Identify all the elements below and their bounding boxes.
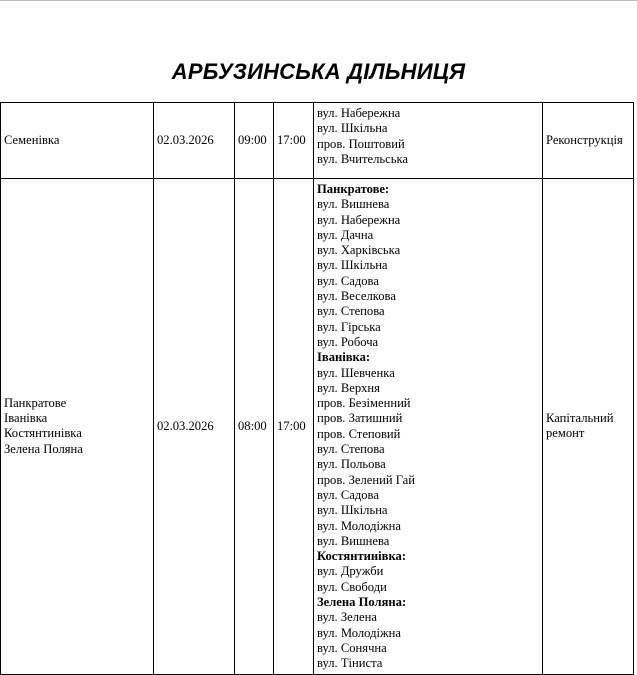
date-cell: 02.03.2026 [154, 103, 235, 179]
street-name: вул. Вчительська [317, 151, 408, 166]
start-time-cell: 09:00 [235, 103, 274, 179]
street-name: вул. Шкільна [317, 121, 388, 136]
street-name: пров. Зелений Гай [317, 472, 416, 487]
street-name: вул. Набережна [317, 212, 401, 227]
end-time-cell: 17:00 [274, 103, 314, 179]
addresses-cell [314, 179, 543, 675]
table-row [1, 179, 634, 675]
settlement-name: Панкратове [4, 395, 67, 410]
street-name: вул. Тіниста [317, 656, 383, 671]
addresses-cell [314, 103, 543, 179]
village-label: Зелена Поляна: [317, 595, 407, 610]
street-name: вул. Веселкова [317, 289, 396, 304]
village-label: Панкратове: [317, 182, 390, 196]
street-name: вул. Садова [317, 487, 379, 502]
street-name: вул. Робоча [317, 334, 379, 349]
street-name: вул. Верхня [317, 380, 380, 395]
settlement-name: Зелена Поляна [4, 441, 83, 456]
street-name: пров. Поштовий [317, 136, 405, 151]
street-name: вул. Шкільна [317, 258, 388, 273]
settlements-cell [1, 103, 154, 179]
street-name: вул. Дружби [317, 564, 384, 579]
street-name: вул. Харківська [317, 243, 401, 258]
street-name: вул. Шевченка [317, 365, 395, 380]
table-row [1, 103, 634, 179]
work-type-cell: Реконструкція [543, 103, 634, 179]
district-heading: АРБУЗИНСЬКА ДІЛЬНИЦЯ [171, 59, 466, 84]
street-name: вул. Шкільна [317, 503, 388, 518]
street-name: вул. Садова [317, 273, 379, 288]
settlement-name: Костянтинівка [4, 426, 82, 441]
start-time-cell: 08:00 [235, 179, 274, 675]
street-name: вул. Вишнева [317, 197, 390, 212]
settlement-name: Семенівка [4, 132, 60, 147]
street-name: вул. Молодіжна [317, 625, 402, 640]
settlements-cell [1, 179, 154, 675]
street-name: вул. Гірська [317, 319, 381, 334]
street-name: вул. Молодіжна [317, 518, 402, 533]
street-name: пров. Степовий [317, 426, 401, 441]
street-name: вул. Польова [317, 457, 386, 472]
work-type-cell: Капітальний ремонт [543, 179, 634, 675]
street-name: вул. Сонячна [317, 640, 387, 655]
street-name: вул. Набережна [317, 106, 401, 120]
street-name: вул. Степова [317, 304, 385, 319]
outage-schedule-table [0, 102, 634, 675]
street-name: вул. Свободи [317, 579, 387, 594]
street-name: вул. Степова [317, 442, 385, 457]
settlement-name: Іванівка [4, 410, 48, 425]
street-name: вул. Дачна [317, 227, 374, 242]
street-name: пров. Безіменний [317, 396, 411, 411]
village-label: Іванівка: [317, 350, 371, 365]
street-name: пров. Затишний [317, 411, 403, 426]
street-name: вул. Зелена [317, 610, 377, 625]
end-time-cell: 17:00 [274, 179, 314, 675]
village-label: Костянтинівка: [317, 549, 407, 564]
date-cell: 02.03.2026 [154, 179, 235, 675]
street-name: вул. Вишнева [317, 533, 390, 548]
